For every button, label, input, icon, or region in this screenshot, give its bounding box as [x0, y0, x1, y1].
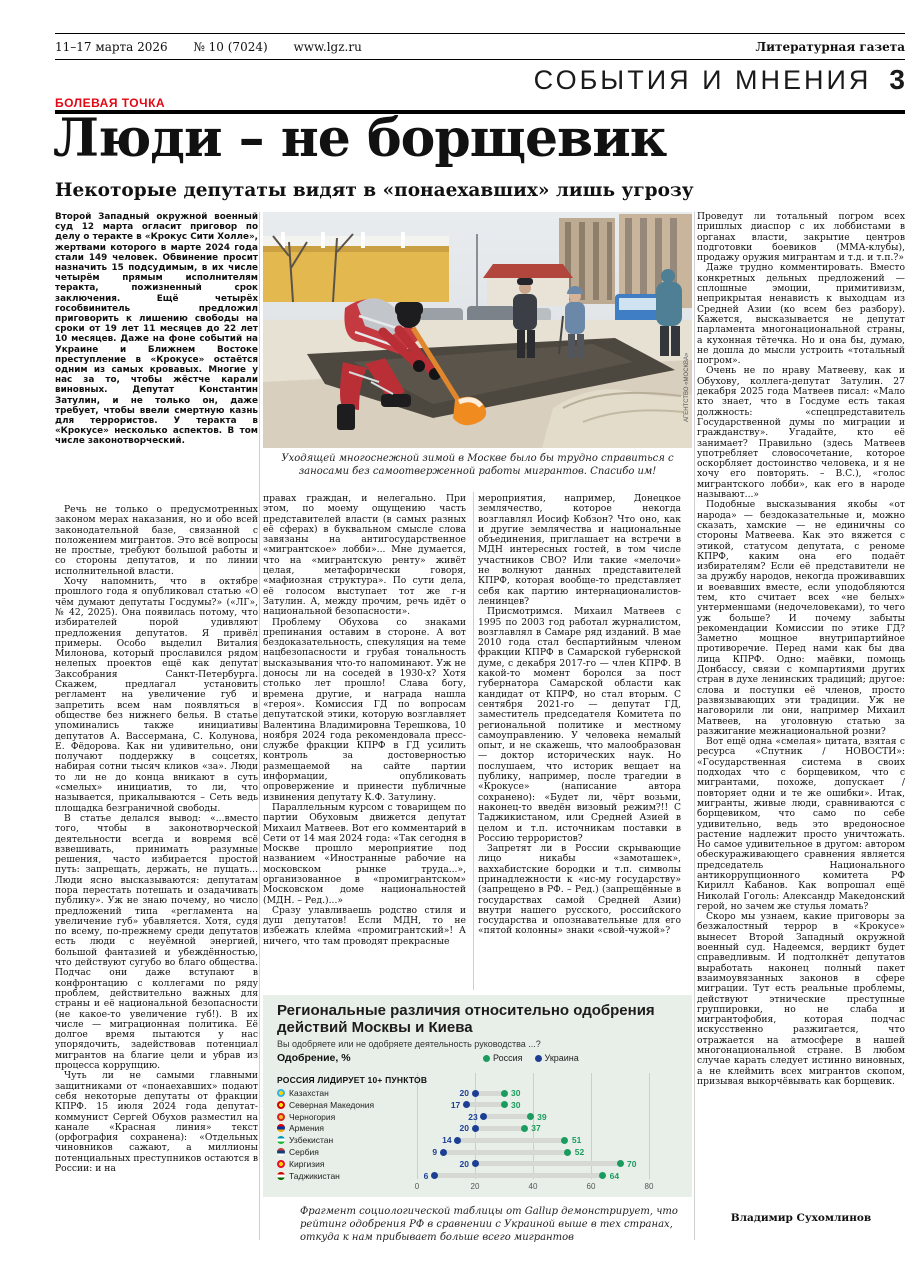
ukraine-dot — [463, 1101, 470, 1108]
paragraph: Подобные высказывания якобы «от народа» — бездоказательные и, можно сказать, хамские — не единичны со стороны Матвеева. Как это вяжется с этикой, статусом депутата, с реноме КПРФ, каким она его подаёт избирателям? Если её представители не за дружбу народов, некогда проживавших и воевавших вместе, если уподобляются тем, кто считает всех «не белых» унтерменшами (недочеловеками), то чего уж больше? И почему забыты рекомендации Комиссии по этике ГД? Заметно мощное внутрипартийное противоречие. Перед нами как бы два лица КПРФ. Одно: маёвки, помощь Донбассу, связи с компартиями других стран в духе ленинских традиций; другое: слова и поступки её членов, просто развязывающих эти традиции. Уж не наговорили ли они, например Михаил Матвеев, на уголовную статью за разжигание межнациональной розни? — [697, 499, 905, 737]
ukraine-dot — [454, 1137, 461, 1144]
chart-subtitle: Вы одобряете или не одобряете деятельность руководства ...? — [277, 1039, 541, 1049]
russia-value: 37 — [531, 1123, 541, 1134]
paragraph: Речь не только о предусмотренных законом мерах наказания, но и обо всей законодательной базе, связанной с положением мигрантов. Это всё вопросы не простые, требуют большой работы и со стороны депутатов, и по линии исполнительной власти. — [55, 505, 258, 577]
column-rule — [694, 212, 695, 1240]
chart-category-label: Узбекистан — [289, 1135, 334, 1146]
body-column-4 — [697, 212, 905, 1204]
chart-row — [263, 1122, 692, 1134]
paragraph: правах граждан, и нелегально. При этом, по моему ощущению часть представителей власти (в самых разных её сферах) в буквальном смысле слова завязаны на антигосударственное «мигрантское» лобби»... Мне думается, что на «мигрантскую ренту» живёт целая, метафорически говоря, «мафиозная структура». По сути дела, её голосом выступает тот же г-н Затулин. А, между прочим, речь идёт о национальной безопасности». — [263, 494, 466, 618]
chart-category-label: Черногория — [289, 1111, 336, 1122]
russia-dot — [501, 1101, 508, 1108]
photo-caption: Уходящей многоснежной зимой в Москве было бы трудно справиться с заносами без самоотверженной работы мигрантов. Спасибо им! — [281, 453, 674, 477]
russia-value: 39 — [537, 1111, 547, 1122]
chart-unit-label: Одобрение, % — [277, 1052, 351, 1064]
russia-dot — [599, 1172, 606, 1179]
ukraine-value: 20 — [459, 1123, 469, 1134]
chart-axis-tick: 80 — [644, 1182, 654, 1191]
site-link[interactable]: www.lgz.ru — [293, 40, 362, 54]
chart-category-label: Казахстан — [289, 1088, 329, 1098]
ukraine-dot — [431, 1172, 438, 1179]
page-number: 3 — [889, 64, 905, 95]
legend-item: Украина — [535, 1053, 579, 1063]
body-column-2 — [263, 494, 466, 991]
russia-dot — [501, 1090, 508, 1097]
column-rule — [259, 212, 260, 1240]
chart-row — [263, 1170, 692, 1182]
dumbbell-connector — [434, 1173, 602, 1178]
paragraph: Очень не по нраву Матвееву, как и Обухову, коллега-депутат Затулин. 27 декабря 2025 года Матвеев писал: «Мало кто знает, что в Госдуме есть такая должность: «спецпредставитель Государственной думы по миграции и гражданству». Угадайте, кто её занимает? Правильно (здесь Матвеев употребляет словосочетание, которое оскорбляет достоинство человека, и я не хочу его повторять. – В.С.), «голос мигрантского лобби», как его в народе называют...» — [697, 365, 905, 501]
dumbbell-connector — [475, 1091, 504, 1096]
chart-category-label: Таджикистан — [289, 1170, 340, 1181]
chart-row — [263, 1134, 692, 1146]
chart-axis-tick: 20 — [470, 1182, 480, 1191]
flag-1-icon — [277, 1089, 285, 1097]
paragraph: В статье делался вывод: «...вместо того, чтобы в законотворческой деятельности всегда и вовремя всё взвешивать, принимать разумные решения, часто избирается простой путь: запрещать, держать, не пущать... Люди ясно высказываются: депутатам пора перестать потешать и озадачивать публику». Уж не знаю почему, но число предложений типа «регламента на увеличение губ» убавляется. Хотя, судя по всему, по-прежнему среди депутатов есть люди с неуёмной энергией, большой фантазией и убеждённостью, что действуют сугубо во благо общества. Подчас они даже вступают в конфронтацию с коллегами по ряду проблем, действительно важных для страны и её национальной безопасности (не какое-то увеличение губ!). В их числе — миграционная политика. Её долгое время пытаются у нас упорядочить, задействовав потенциал мигрантов на благие цели и убрав из процесса коррупцию. — [55, 812, 258, 1072]
section-title: СОБЫТИЯ И МНЕНИЯ — [533, 65, 872, 95]
author-byline: Владимир Сухомлинов — [730, 1212, 872, 1224]
ukraine-dot — [472, 1160, 479, 1167]
section-row — [55, 64, 905, 96]
russia-dot — [527, 1113, 534, 1120]
approval-chart — [263, 995, 692, 1197]
chart-category-label: Армения — [289, 1123, 325, 1134]
paragraph: мероприятия, например, Донецкое землячество, которое некогда возглавлял Иосиф Кобзон? Что оно, как и другие землячества и национальные объединения, приглашает на встречи в МДН интересных гостей, в том числе участников СВО? Или такие «мелочи» не волнуют данных представителей КПРФ, которая вообще-то представляет себя как партию интернационалистов-ленинцев? — [478, 494, 681, 607]
chart-row — [263, 1111, 692, 1123]
russia-value: 30 — [511, 1088, 521, 1098]
russia-dot — [561, 1137, 568, 1144]
chart-row — [263, 1158, 692, 1170]
masthead-rule — [55, 59, 905, 60]
chart-category-label: Сербия — [289, 1147, 319, 1157]
legend-item: Россия — [483, 1053, 523, 1063]
ukraine-value: 20 — [459, 1158, 469, 1169]
legend-dot-icon — [483, 1055, 490, 1062]
ukraine-value: 6 — [423, 1170, 429, 1181]
chart-row — [263, 1146, 692, 1158]
column-rule — [473, 492, 474, 990]
flag-4-icon — [277, 1124, 285, 1132]
russia-value: 51 — [571, 1135, 582, 1146]
russia-dot — [617, 1160, 624, 1167]
chart-row — [263, 1099, 692, 1111]
chart-category-label: Северная Македония — [289, 1099, 375, 1110]
flag-5-icon — [277, 1136, 285, 1144]
ukraine-value: 9 — [432, 1147, 438, 1157]
ukraine-dot — [480, 1113, 487, 1120]
issue-date: 11–17 марта 2026 — [55, 40, 168, 54]
flag-6-icon — [277, 1148, 285, 1156]
flag-7-icon — [277, 1160, 285, 1168]
dumbbell-connector — [475, 1161, 620, 1166]
chart-caption: Фрагмент социологической таблицы от Gallup демонстрирует, что рейтинг одобрения РФ в сравнении с Украиной выше в тех странах, откуда к нам прибывает больше всего мигрантов — [300, 1206, 678, 1243]
russia-dot — [564, 1149, 571, 1156]
paragraph: Вот ещё одна «смелая» цитата, взятая с ресурса «Спутник / НОВОСТИ»: «Государственная система в своих подходах что с борщевиком, что с мигрантами, похоже, допускает / повторяет одни и те же ошибки». Итак, мигранты, живые люди, сравниваются с борщевиком, что само по себе удивительно, ведь это вредоносное растение надлежит просто уничтожать. Но самое удивительное в другом: автором обескураживающего сравнения является председатель Национального антикоррупционного комитета РФ Кирилл Кабанов. Как вопрошал ещё Николай Гоголь: Александр Македонский герой, но зачем же стулья ломать? — [697, 736, 905, 912]
article-photo — [263, 212, 692, 448]
photo-illustration — [263, 212, 692, 448]
ukraine-value: 17 — [450, 1099, 461, 1110]
chart-axis-tick: 60 — [586, 1182, 596, 1191]
masthead — [55, 40, 905, 54]
paragraph: Проблему Обухова со знаками препинания оставим в стороне. А вот бездоказательность, спекуляция на теме нацбезопасности и грубая тональность высказывания что-то напоминают. Уж не доносы ли на соседей в 1930-х? Хотя столько лет прошло! Слава богу, времена другие, и награда нашла «героя». Комиссия ГД по вопросам депутатской этики, которую возглавляет Валентина Владимировна Терешкова, 10 ноября 2024 года рекомендовала пресс-службе фракции КПРФ в ГД усилить контроль за достоверностью размещаемой на сайте партии информации, опубликовать опровержение и принести публичные извинения депутату К.Ф. Затулину. — [263, 616, 466, 803]
dumbbell-connector — [466, 1102, 504, 1107]
flag-3-icon — [277, 1113, 285, 1121]
paragraph: Чуть ли не самыми главными защитниками от «понаехавших» подают себя некоторые депутаты от фракции КПРФ. 15 июля 2024 года депутат-коммунист Сергей Обухов разместил на канале «Красная линия» текст (орфография сохранена): «Отдельных чиновников сажают, а миллионы потенциальных преступников остаются в России: и на — [55, 1070, 258, 1174]
headline: Люди – не борщевик — [53, 108, 667, 169]
paragraph: Даже трудно комментировать. Вместо конкретных дельных предложений — сплошные эмоции, примитивизм, неприкрытая ненависть к выходцам из Средней Азии (ко всем без разбору). Кажется, высказывается не депутат парламента многонациональной страны, а кухонная тётечка. Но и она бы, думаю, не дошла до мысли устроить «тотальный погром». — [697, 262, 905, 367]
chart-axis-tick: 0 — [414, 1182, 420, 1191]
paragraph: Проведут ли тотальный погром всех пришлых диаспор с их лоббистами в органах власти, закрытие центров подготовки боевиков (ММА-клубы), продажу оружия мигрантам и т.д. и т.п.?» — [697, 212, 905, 264]
russia-dot — [521, 1125, 528, 1132]
dumbbell-connector — [458, 1138, 565, 1143]
top-rule — [55, 33, 905, 34]
ukraine-value: 23 — [468, 1111, 478, 1122]
chart-row — [263, 1087, 692, 1099]
paragraph: Сразу улавливаешь родство стиля и душ депутатов! Если МДН, то не избежать клейма «промигрантский»! А ничего, что там проводят прекрасные — [263, 904, 466, 947]
masthead-meta — [55, 40, 384, 54]
flag-8-icon — [277, 1172, 285, 1180]
ukraine-dot — [472, 1090, 479, 1097]
paragraph: Скоро мы узнаем, какие приговоры за безжалостный террор в «Крокусе» вынесет Второй Западный окружной военный суд. Надеемся, вердикт будет справедливым. И подтолкнёт депутатов выработать наконец полный пакет взаимоувязанных законов в сфере миграции. Тут есть реальные проблемы, действуют этнические преступные группировки, но не слаба и мигрантофобия, которая подчас искусственно разжигается, что отражается на атмосфере в нашей многонациональной стране. В любом случае карать следует истинно виновных, а не клеймить всех мигрантов скопом, призывая выкорчёвывать как борщевик. — [697, 911, 905, 1087]
body-column-1 — [55, 505, 258, 1240]
paragraph: Запретят ли в России скрывающие лицо никабы «замоташек», ваххабистские бородки и т.п. символы принадлежности к «ис-му государству» (запрещено в РФ. – Ред.) (запрещённые в государствах самой Средней Азии) внутри нашего русского, российского государства и опознавательные для его «пятой колонны» знаки «свой-чужой»? — [478, 843, 681, 937]
chart-title: Региональные различия относительно одобрения действий Москвы и Киева — [277, 1002, 655, 1036]
issue-number: № 10 (7024) — [193, 40, 268, 54]
chart-group-label: РОССИЯ ЛИДИРУЕТ 10+ ПУНКТОВ — [277, 1075, 428, 1085]
ukraine-value: 14 — [442, 1135, 452, 1146]
paragraph: Присмотримся. Михаил Матвеев с 1995 по 2003 год работал журналистом, возглавлял в Самаре ряд изданий. В мае 2010 года стал беспартийным членом фракции КПРФ в Самарской губернской думе, с декабря 2017-го — член КПРФ. В какой-то момент боролся за пост губернатора Самарской области как кандидат от КПРФ, но стал вторым. С сентября 2021-го — депутат ГД, заместитель председателя Комитета по региональной политике и местному самоуправлению. У человека немалый опыт, и не скажешь, что малообразован — доктор исторических наук. Но послушаем, что историк вещает на публику, например, после трагедии в «Крокусе» (написание автора сохранено): «Будет ли, чёрт возьми, наконец-то введён визовый режим?!! С Таджикистаном, или Средней Азией в целом и т.п. источникам поставки в Россию террористов? — [478, 606, 681, 844]
dumbbell-connector — [443, 1150, 568, 1155]
ukraine-value: 20 — [459, 1088, 469, 1098]
chart-category-label: Киргизия — [289, 1158, 325, 1169]
russia-value: 52 — [574, 1147, 585, 1157]
dumbbell-connector — [475, 1126, 524, 1131]
legend-dot-icon — [535, 1055, 542, 1062]
paragraph: Хочу напомнить, что в октябре прошлого года я опубликовал статью «О чём думают депутаты Госдумы?» («ЛГ», № 42, 2025). Она появилась потому, что избирателей порой удивляют предложения депутатов. Я привёл примеры. Особо выделил Виталия Милонова, который прославился рядом нелепых проектов ещё как депутат Заксобрания Санкт-Петербурга. Скажем, предлагал установить регламент на увеличение губ и запретить всем нам появляться в обществе без нижнего белья. В статье упоминались также инициативы депутатов А. Вассермана, С. Колунова, Е. Фёдорова. Как ни удивительно, они получают поддержку в соцсетях, набирая сотни тысяч кликов «за». Люди то ли не до конца вникают в суть «смелых» инициатив, то ли, что называется, прикалываются – Сеть ведь площадка безграничной свободы. — [55, 576, 258, 814]
paragraph: Параллельным курсом с товарищем по партии Обуховым движется депутат Михаил Матвеев. Вот его комментарий в Сети от 14 мая 2024 года: «Так сегодня в Москве прошло мероприятие под названием «Иностранные рабочие на московском рынке труда...», организованное в «промигрантском» Московском доме национальностей (МДН. – Ред.)...» — [263, 801, 466, 906]
chart-legend — [483, 1053, 591, 1063]
lead-paragraph: Второй Западный окружной военный суд 12 марта огласит приговор по делу о теракте в «Крокус Сити Холле», жертвами которого в марте 2024 года стали 149 человек. Обвинение просит назначить 15 подсудимым, в их числе четырём прямым исполнителям теракта, пожизненный срок заключения. Ещё четырёх гособвинитель предложил приговорить к лишению свободы на сроки от 19 лет 11 месяцев до 22 лет 10 месяцев. Даже на фоне событий на Украине и Ближнем Востоке преступление в «Крокусе» остаётся одним из самых кровавых. Многие у нас за то, чтобы жёстче карали виновных. Депутат Константин Затулин, и не только он, даже требует, чтобы ввели смертную казнь для террористов. У теракта в «Крокусе» несколько аспектов. В том числе законотворческий. — [55, 212, 258, 447]
russia-value: 64 — [609, 1170, 620, 1181]
kicker: БОЛЕВАЯ ТОЧКА — [55, 96, 166, 110]
dumbbell-connector — [484, 1114, 530, 1119]
ukraine-dot — [472, 1125, 479, 1132]
deck: Некоторые депутаты видят в «понаехавших» лишь угрозу — [55, 180, 694, 201]
body-column-3 — [478, 494, 681, 991]
russia-value: 70 — [627, 1158, 637, 1169]
russia-value: 30 — [511, 1099, 521, 1110]
flag-2-icon — [277, 1101, 285, 1109]
chart-axis-tick: 40 — [528, 1182, 538, 1191]
photo-credit: АГЕНТСТВО «МОСКВА» — [684, 352, 690, 422]
paper-name: Литературная газета — [755, 40, 905, 54]
ukraine-dot — [440, 1149, 447, 1156]
